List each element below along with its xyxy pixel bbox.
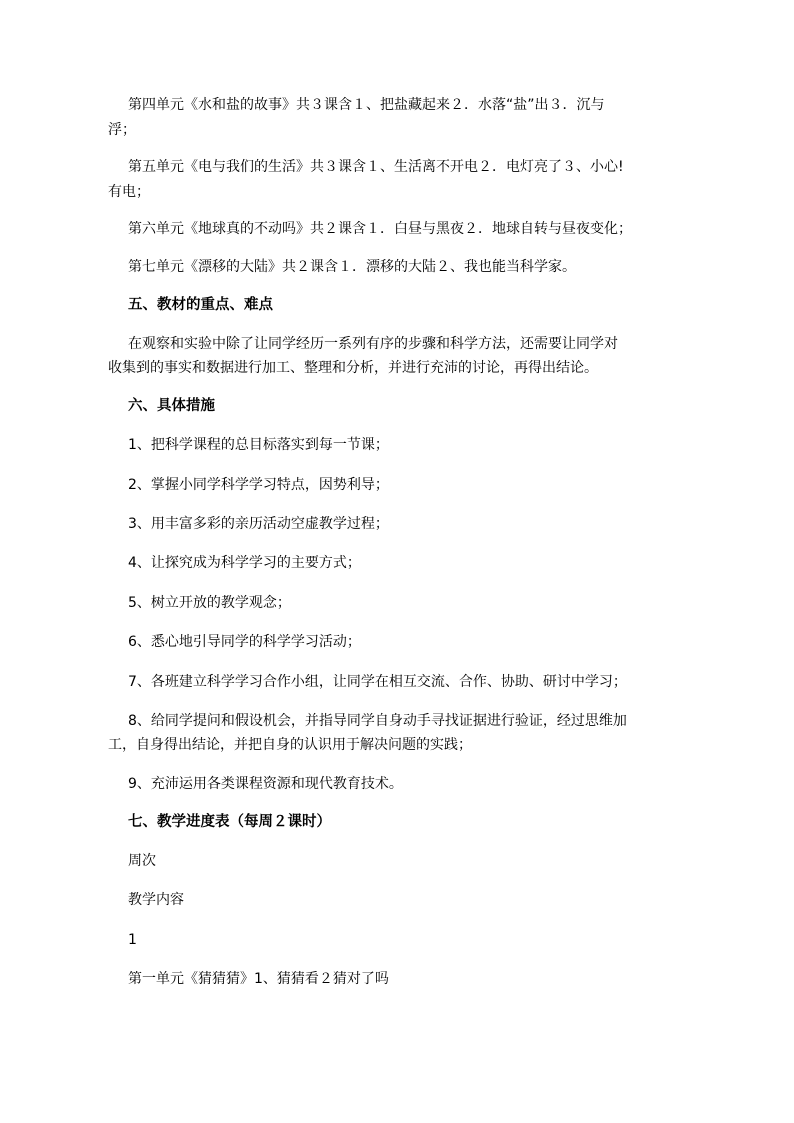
unit-7-line: 第七单元《漂移的大陆》共２课含１．漂移的大陆２、我也能当科学家。: [128, 259, 576, 275]
measure-item-9: 9、充沛运用各类课程资源和现代教育技术。: [128, 776, 403, 792]
unit-4-continuation: 浮；: [108, 122, 136, 138]
measure-item-2: 2、掌握小同学科学学习特点，因势利导；: [128, 477, 389, 493]
measure-item-4: 4、让探究成为科学学习的主要方式；: [128, 555, 361, 571]
unit-4-line: 第四单元《水和盐的故事》共３课含１、把盐藏起来２．水落“盐”出３．沉与: [128, 97, 605, 113]
measure-item-7: 7、各班建立科学学习合作小组，让同学在相互交流、合作、协助、研讨中学习；: [128, 674, 627, 690]
section-5-paragraph-line-2: 收集到的事实和数据进行加工、整理和分析，并进行充沛的讨论，再得出结论。: [108, 360, 598, 376]
measure-item-5: 5、树立开放的教学观念；: [128, 595, 291, 611]
section-5-heading: 五、教材的重点、难点: [128, 297, 273, 313]
schedule-column-content: 教学内容: [128, 892, 184, 908]
unit-6-line: 第六单元《地球真的不动吗》共２课含１．白昼与黑夜２．地球自转与昼夜变化；: [128, 221, 632, 237]
schedule-column-week: 周次: [128, 853, 156, 869]
measure-item-1: 1、把科学课程的总目标落实到每一节课；: [128, 437, 389, 453]
measure-item-3: 3、用丰富多彩的亲历活动空虚教学过程；: [128, 516, 389, 532]
measure-item-8: 8、给同学提问和假设机会，并指导同学自身动手寻找证据进行验证，经过思维加: [128, 713, 627, 729]
unit-5-line: 第五单元《电与我们的生活》共３课含１、生活离不开电２．电灯亮了３、小心!: [128, 159, 624, 175]
measure-item-8-continuation: 工，自身得出结论，并把自身的认识用于解决问题的实践；: [108, 737, 472, 753]
schedule-row-1-content: 第一单元《猜猜猜》1、猜猜看２猜对了吗: [128, 971, 389, 987]
section-5-paragraph-line-1: 在观察和实验中除了让同学经历一系列有序的步骤和科学方法，还需要让同学对: [128, 336, 618, 352]
measure-item-6: 6、悉心地引导同学的科学学习活动；: [128, 634, 361, 650]
schedule-row-1-week: 1: [128, 932, 137, 948]
unit-5-continuation: 有电；: [108, 184, 150, 200]
section-6-heading: 六、具体措施: [128, 398, 215, 414]
section-7-heading: 七、教学进度表（每周２课时）: [128, 814, 331, 830]
